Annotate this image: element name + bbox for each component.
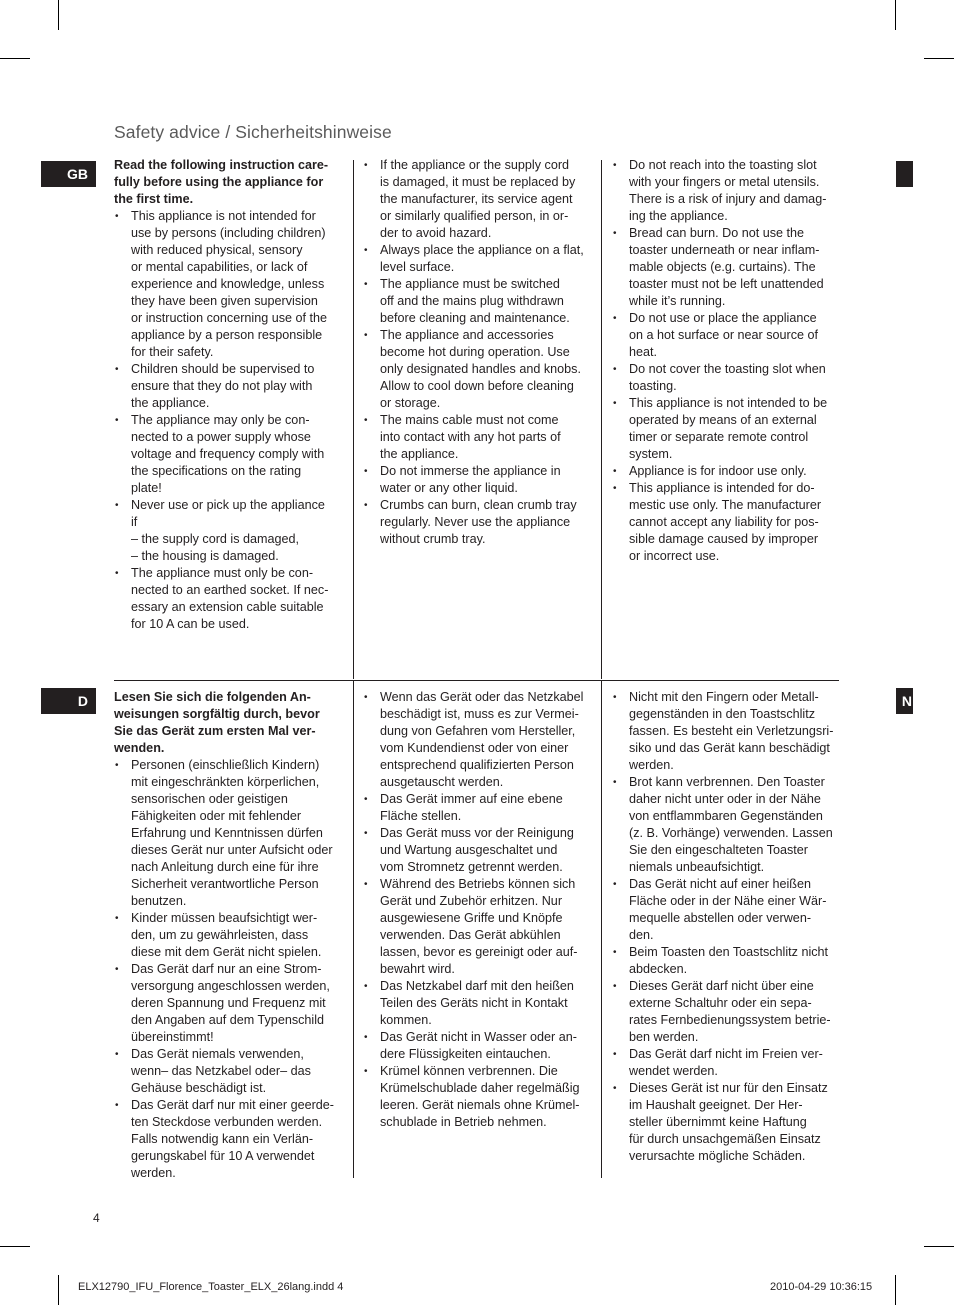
list-item: • Always place the appliance on a flat, level surface. [363,242,591,276]
column-divider [601,160,602,679]
column-divider [353,160,354,679]
de-column-3 [612,689,840,1165]
list-item: • Nicht mit den Fingern oder Metall- gegenständen in den Toastschlitz fassen. Es besteht ein Verletzungsri- siko und das Gerät kann beschädigt werden. [612,689,840,774]
de-list-1 [114,757,342,1182]
section-divider [114,680,839,681]
gb-list-1 [114,208,342,633]
list-item: • Das Gerät darf nur mit einer geerde- ten Steckdose verbunden werden. Falls notwendig kann ein Verlän- gerungskabel für 10 A verwendet werden. [114,1097,342,1182]
list-item: • Beim Toasten den Toastschlitz nicht abdecken. [612,944,840,978]
gb-intro: Read the following instruction care- fully before using the appliance for the first time. [114,158,329,206]
list-item: • Do not use or place the appliance on a hot surface or near source of heat. [612,310,840,361]
list-item: • The appliance must only be con- nected to an earthed socket. If nec- essary an extension cable suitable for 10 A can be used. [114,565,342,633]
language-tab-d: D [41,688,96,714]
list-item: • If the appliance or the supply cord is damaged, it must be replaced by the manufacturer, its service agent or similarly qualified person, in or- der to avoid hazard. [363,157,591,242]
list-item: • Never use or pick up the appliance if – the supply cord is damaged, – the housing is damaged. [114,497,342,565]
crop-mark [895,1275,896,1305]
list-item: • Das Gerät darf nicht im Freien ver- wendet werden. [612,1046,840,1080]
de-intro: Lesen Sie sich die folgenden An- weisungen sorgfältig durch, bevor Sie das Gerät zum ersten Mal ver- wenden. [114,690,320,755]
list-item: • This appliance is intended for do- mestic use only. The manufacturer cannot accept any liability for pos- sible damage caused by improper or incorrect use. [612,480,840,565]
gb-column-1 [114,157,342,633]
crop-mark [924,58,954,59]
list-item: • The appliance and accessories become hot during operation. Use only designated handles and knobs. Allow to cool down before cleaning or storage. [363,327,591,412]
column-divider [601,680,602,1178]
list-item: • The mains cable must not come into contact with any hot parts of the appliance. [363,412,591,463]
list-item: • Brot kann verbrennen. Den Toaster daher nicht unter oder in der Nähe von entflammbaren Gegenständen (z. B. Vorhänge) verwenden. Lassen Sie den eingeschalteten Toaster niemals unbeaufsichtigt. [612,774,840,876]
list-item: • Das Gerät nicht auf einer heißen Fläche oder in der Nähe einer Wär- mequelle abstellen oder verwen- den. [612,876,840,944]
list-item: • The appliance may only be con- nected to a power supply whose voltage and frequency comply with the specifications on the rating plate! [114,412,342,497]
list-item: • Krümel können verbrennen. Die Krümelschublade daher regelmäßig leeren. Gerät niemals ohne Krümel- schublade in Betrieb nehmen. [363,1063,591,1131]
list-item: • Dieses Gerät darf nicht über eine externe Schaltuhr oder ein sepa- rates Fernbedienungssystem betrie- ben werden. [612,978,840,1046]
side-tab-lower: N [896,688,913,714]
column-divider [353,680,354,1178]
list-item: • This appliance is not intended for use by persons (including children) with reduced physical, sensory or mental capabilities, or lack of experience and knowledge, unless they have been given supervision or instruction concerning use of the appliance by a person responsible for their safety. [114,208,342,361]
gb-list-2 [363,157,591,548]
crop-mark [924,1246,954,1247]
list-item: • Während des Betriebs können sich Gerät und Zubehör erhitzen. Nur ausgewiesene Griffe und Knöpfe verwenden. Das Gerät abkühlen lassen, bevor es gereinigt oder auf- bewahrt wird. [363,876,591,978]
list-item: • Bread can burn. Do not use the toaster underneath or near inflam- mable objects (e.g. curtains). The toaster must not be left unattended while it’s running. [612,225,840,310]
list-item: • Das Gerät nicht in Wasser oder an- dere Flüssigkeiten eintauchen. [363,1029,591,1063]
de-list-2 [363,689,591,1131]
list-item: • Crumbs can burn, clean crumb tray regularly. Never use the appliance without crumb tray. [363,497,591,548]
list-item: • Personen (einschließlich Kindern) mit eingeschränkten körperlichen, sensorischen oder geistigen Fähigkeiten oder mit fehlender Erfahrung und Kenntnissen dürfen dieses Gerät nur unter Aufsicht oder nach Anleitung durch eine für ihre Sicherheit verantwortliche Person benutzen. [114,757,342,910]
crop-mark [58,0,59,30]
list-item: • Das Netzkabel darf mit den heißen Teilen des Geräts nicht in Kontakt kommen. [363,978,591,1029]
de-column-2 [363,689,591,1131]
crop-mark [58,1275,59,1305]
list-item: • This appliance is not intended to be operated by means of an external timer or separate remote control system. [612,395,840,463]
list-item: • Children should be supervised to ensure that they do not play with the appliance. [114,361,342,412]
footer-date: 2010-04-29 10:36:15 [770,1281,873,1293]
list-item: • Das Gerät darf nur an eine Strom- versorgung angeschlossen werden, deren Spannung und Frequenz mit den Angaben auf dem Typenschild übereinstimmt! [114,961,342,1046]
side-tab-upper [896,161,913,187]
list-item: • Do not reach into the toasting slot with your fingers or metal utensils. There is a risk of injury and damag- ing the appliance. [612,157,840,225]
list-item: • Do not cover the toasting slot when toasting. [612,361,840,395]
gb-column-2 [363,157,591,548]
language-tab-gb: GB [41,161,96,187]
list-item: • Das Gerät niemals verwenden, wenn– das Netzkabel oder– das Gehäuse beschädigt ist. [114,1046,342,1097]
de-list-3 [612,689,840,1165]
gb-column-3 [612,157,840,565]
crop-mark [895,0,896,30]
list-item: • Das Gerät muss vor der Reinigung und Wartung ausgeschaltet und vom Stromnetz getrennt werden. [363,825,591,876]
page-number: 4 [93,1211,100,1225]
list-item: • Do not immerse the appliance in water or any other liquid. [363,463,591,497]
list-item: • Kinder müssen beaufsichtigt wer- den, um zu gewährleisten, dass diese mit dem Gerät nicht spielen. [114,910,342,961]
list-item: • Das Gerät immer auf eine ebene Fläche stellen. [363,791,591,825]
footer-file-info: ELX12790_IFU_Florence_Toaster_ELX_26lang.indd 4 [78,1281,344,1293]
list-item: • Appliance is for indoor use only. [612,463,840,480]
list-item: • The appliance must be switched off and the mains plug withdrawn before cleaning and maintenance. [363,276,591,327]
crop-mark [0,1246,30,1247]
list-item: • Wenn das Gerät oder das Netzkabel beschädigt ist, muss es zur Vermei- dung von Gefahren vom Hersteller, vom Kundendienst oder von einer entsprechend qualifizierten Person ausgetauscht werden. [363,689,591,791]
gb-list-3 [612,157,840,565]
list-item: • Dieses Gerät ist nur für den Einsatz im Haushalt geeignet. Der Her- steller übernimmt keine Haftung für durch unsachgemäßen Einsatz verursachte mögliche Schäden. [612,1080,840,1165]
de-column-1 [114,689,342,1182]
page-title: Safety advice / Sicherheitshinweise [114,122,392,142]
crop-mark [0,58,30,59]
